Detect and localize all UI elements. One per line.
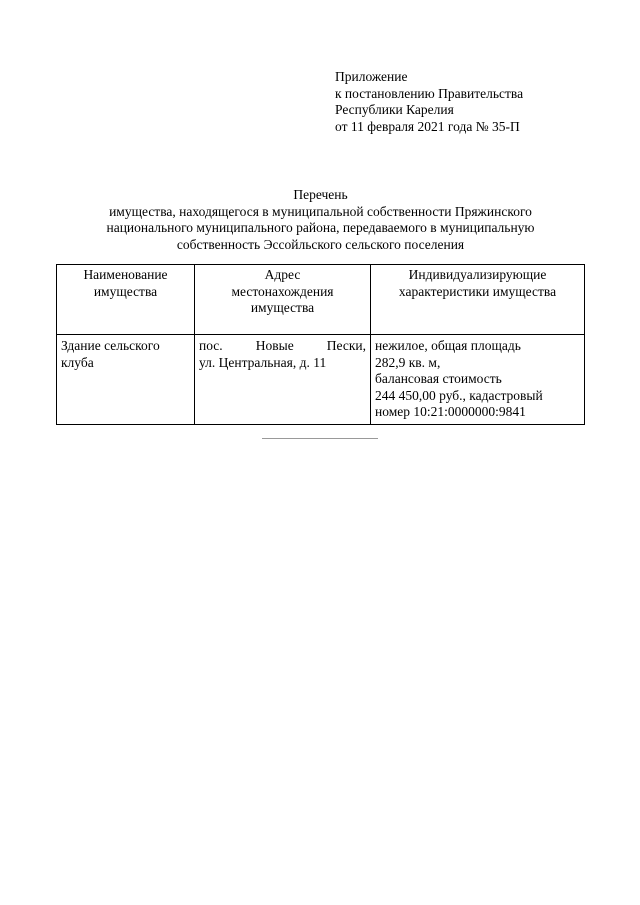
address-line — [199, 338, 366, 355]
cell-line: клуба — [61, 354, 94, 370]
cell-characteristics — [371, 335, 585, 425]
cell-line: 244 450,00 руб., кадастровый — [375, 387, 543, 403]
appendix-line: к постановлению Правительства — [335, 85, 524, 101]
cell-line: 282,9 кв. м, — [375, 354, 441, 370]
address-word: Пески, — [326, 338, 366, 353]
title-line: собственность Эссойльского сельского поселения — [176, 236, 465, 252]
cell-name — [57, 335, 195, 425]
closing-divider — [262, 438, 378, 439]
header-line: характеристики имущества — [398, 283, 557, 299]
cell-line: Здание сельского — [61, 338, 160, 353]
cell-line: балансовая стоимость — [375, 371, 502, 386]
appendix-block — [335, 69, 625, 135]
address-line: ул. Центральная, д. 11 — [199, 354, 327, 370]
title-heading: Перечень — [293, 187, 348, 202]
address-word: Новые — [255, 338, 294, 353]
appendix-line: Республики Карелия — [335, 102, 454, 117]
header-line: Наименование — [83, 267, 168, 282]
header-line: имущества — [93, 283, 158, 299]
address-word: пос. — [199, 338, 223, 353]
cell-line: нежилое, общая площадь — [375, 338, 521, 353]
header-address — [195, 265, 371, 335]
header-line: Индивидуализирующие — [408, 267, 547, 282]
header-characteristics — [371, 265, 585, 335]
header-name — [57, 265, 195, 335]
cell-address — [195, 335, 371, 425]
table-row — [57, 335, 585, 425]
document-title — [57, 187, 584, 253]
header-line: имущества — [250, 300, 315, 315]
cell-line: номер 10:21:0000000:9841 — [375, 404, 526, 419]
appendix-line: Приложение — [335, 69, 408, 84]
header-line: Адрес — [264, 267, 301, 282]
table-header-row — [57, 265, 585, 335]
header-line: местонахождения — [231, 283, 334, 299]
title-line: имущества, находящегося в муниципальной собственности Пряжинского — [109, 203, 532, 219]
property-table — [56, 264, 585, 425]
title-line: национального муниципального района, передаваемого в муниципальную — [106, 220, 535, 235]
appendix-line: от 11 февраля 2021 года № 35-П — [335, 118, 520, 134]
